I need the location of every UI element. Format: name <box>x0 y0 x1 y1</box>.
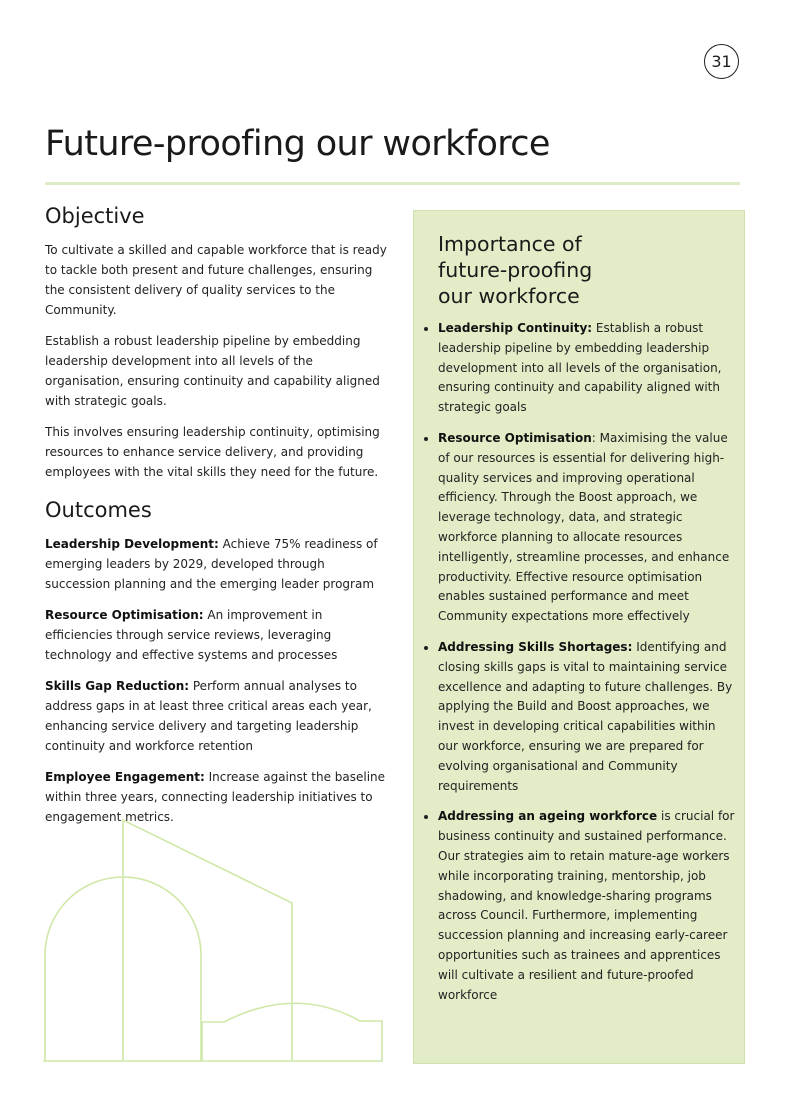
outcome-text: Achieve 75% readiness of emerging leaders by 2029, developed through succession planning and the emerging leader program <box>45 537 378 591</box>
item-text: is crucial for business continuity and sustained performance. Our strategies aim to retain mature-age workers while incorporating training, mentorship, job shadowing, and knowledge-sharing programs across Council. Furthermore, implementing succession planning and increasing early-career opportunities such as trainees and apprentices will cultivate a resilient and future-proofed workforce <box>438 809 735 1002</box>
outcomes-heading: Outcomes <box>45 498 152 522</box>
outcome-text: Increase against the baseline within three years, connecting leadership initiatives to engagement metrics. <box>45 770 386 824</box>
importance-heading-line: our workforce <box>438 284 580 308</box>
item-text: Identifying and closing skills gaps is vital to maintaining service excellence and adapting to future challenges. By applying the Build and Boost approaches, we invest in developing critical capabilities within our workforce, ensuring we are prepared for evolving organisational and Community requirements <box>438 639 733 793</box>
objective-paragraph: This involves ensuring leadership continuity, optimising resources to enhance service delivery, and providing employees with the vital skills they need for the future. <box>45 425 380 479</box>
outcome-label: Leadership Development: <box>45 537 219 551</box>
item-label: Addressing an ageing workforce <box>438 809 658 824</box>
item-label: Resource Optimisation <box>438 430 592 445</box>
outcome-item <box>45 534 390 594</box>
importance-heading-line: Importance of <box>438 232 582 256</box>
roof-shape-icon <box>123 820 292 1061</box>
outcome-label: Resource Optimisation: <box>45 608 204 622</box>
objective-heading: Objective <box>45 204 145 228</box>
item-label: Addressing Skills Shortages: <box>438 639 633 654</box>
list-item <box>438 319 736 418</box>
importance-list <box>438 319 736 1016</box>
outcome-text: Perform annual analyses to address gaps in at least three critical areas each year, enhancing service delivery and targeting leadership continuity and workforce retention <box>45 679 372 753</box>
outcome-item <box>45 605 390 665</box>
item-label: Leadership Continuity: <box>438 321 593 335</box>
item-text: Establish a robust leadership pipeline by embedding leadership development into all levels of the organisation, ensuring continuity and capability aligned with strategic goals <box>438 321 722 415</box>
outcome-item <box>45 676 390 756</box>
title-divider <box>45 182 740 185</box>
importance-heading <box>438 231 728 309</box>
outcome-label: Employee Engagement: <box>45 770 205 784</box>
list-item <box>438 638 736 796</box>
outcome-label: Skills Gap Reduction: <box>45 679 190 693</box>
page-title: Future-proofing our workforce <box>45 124 550 164</box>
outcome-text: An improvement in efficiencies through service reviews, leveraging technology and effective systems and processes <box>45 608 338 662</box>
objective-paragraph: To cultivate a skilled and capable workforce that is ready to tackle both present and future challenges, ensuring the consistent delivery of quality services to the Community. <box>45 243 387 317</box>
left-column <box>45 204 390 838</box>
list-item <box>438 429 736 627</box>
item-text: : Maximising the value of our resources is essential for delivering high-quality services and improving operational efficiency. Through the Boost approach, we leverage technology, data, and strategic workforce planning to allocate resources intelligently, streamline processes, and enhance productivity. Effective resource optimisation enables sustained performance and meet Community expectations more effectively <box>438 430 730 624</box>
importance-heading-line: future-proofing <box>438 258 593 282</box>
decorative-building-graphic <box>40 815 390 1065</box>
objective-paragraph: Establish a robust leadership pipeline by embedding leadership development into all levels of the organisation, ensuring continuity and capability aligned with strategic goals. <box>45 334 380 408</box>
page-number: 31 <box>704 44 739 79</box>
list-item <box>438 807 736 1005</box>
importance-panel <box>413 210 745 1064</box>
